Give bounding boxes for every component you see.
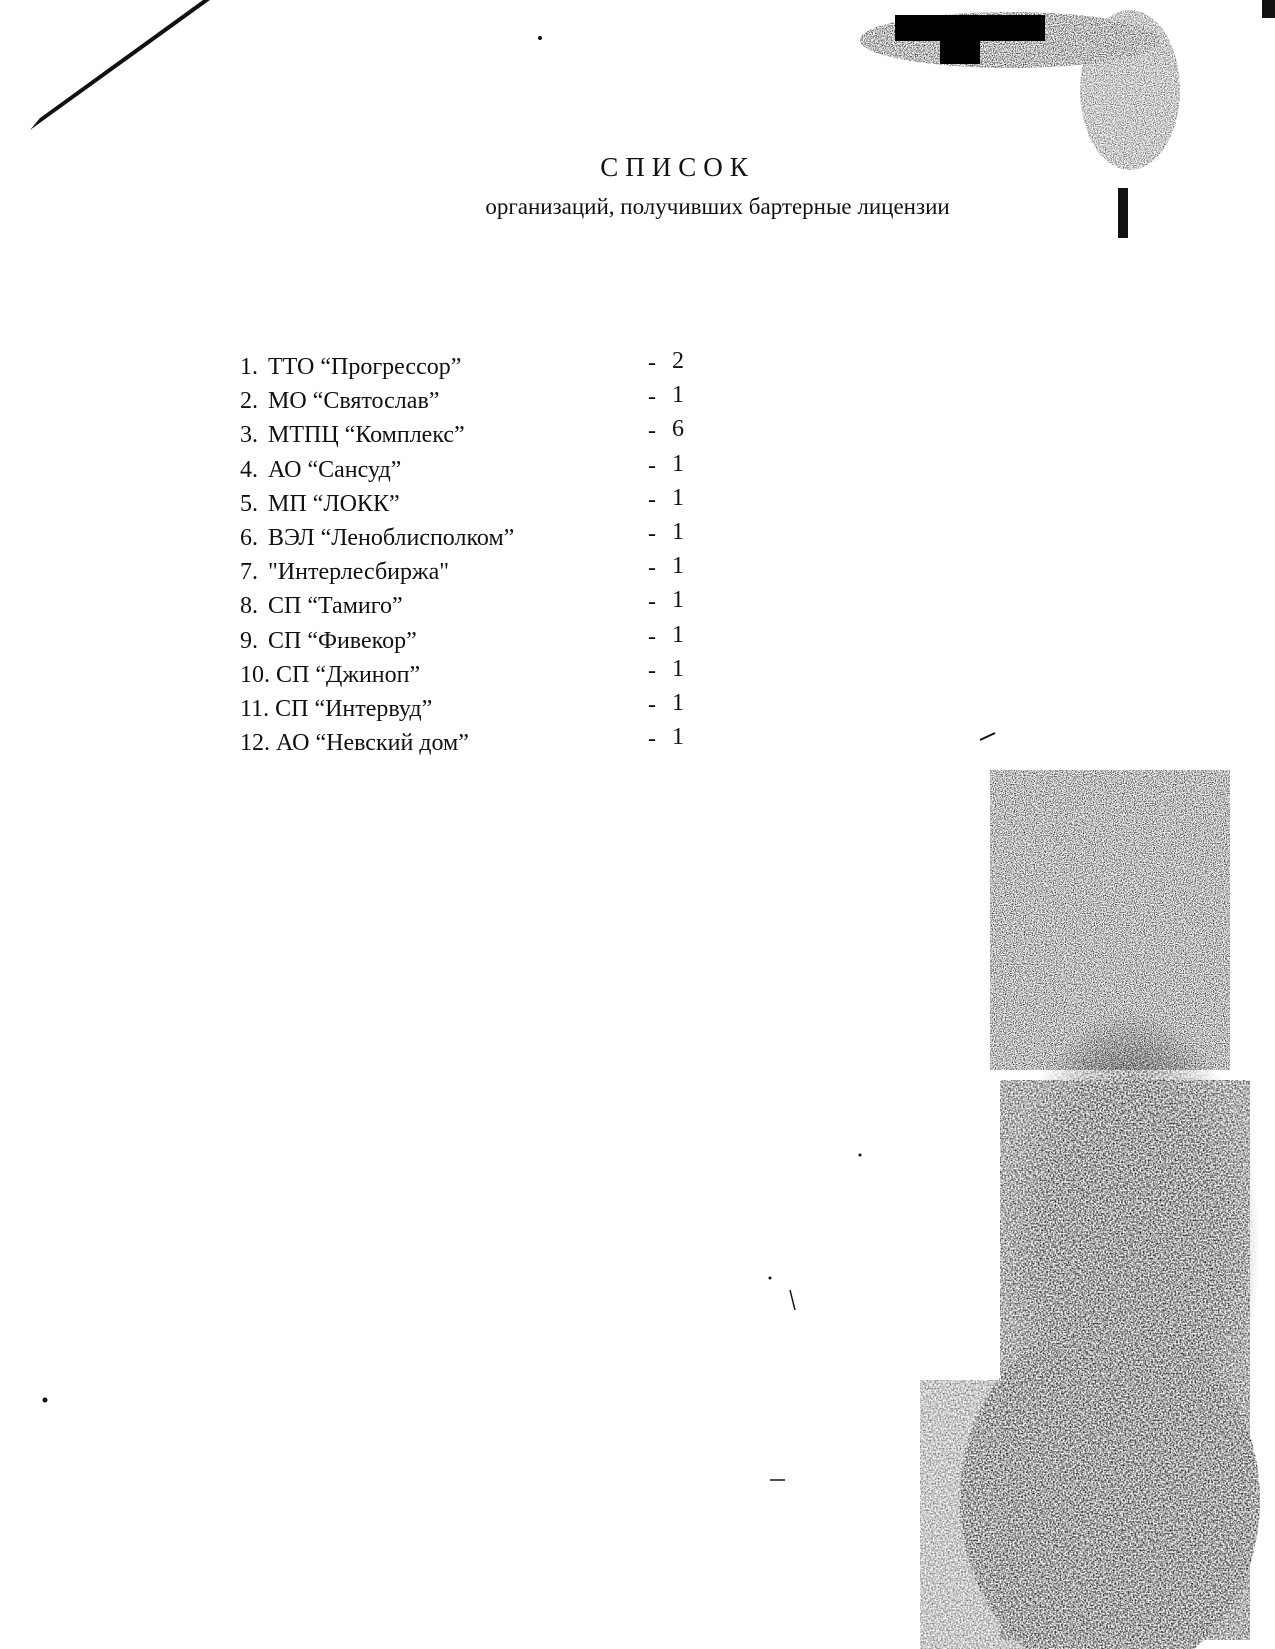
- license-count: 1: [672, 484, 684, 511]
- license-count: 1: [672, 689, 684, 716]
- license-count: 1: [672, 724, 684, 751]
- item-dash: -: [648, 486, 656, 513]
- list-item: [240, 724, 700, 762]
- list-item: [240, 348, 700, 386]
- item-number: 6.: [240, 524, 258, 551]
- item-number: 7.: [240, 559, 258, 586]
- item-number: 1.: [240, 354, 258, 380]
- license-count: 1: [672, 587, 684, 614]
- item-dash: -: [648, 691, 656, 718]
- license-count: 1: [672, 382, 684, 409]
- item-number: 3.: [240, 422, 258, 449]
- license-count: 2: [672, 348, 684, 374]
- list-item: [240, 484, 700, 523]
- organization-name: МТПЦ “Комплекс”: [268, 422, 465, 449]
- license-count: 1: [672, 655, 684, 682]
- list-item: [240, 518, 700, 557]
- license-count: 1: [672, 553, 684, 580]
- organization-name: СП “Фивекор”: [268, 627, 417, 654]
- item-dash: -: [648, 623, 656, 650]
- right-speckle: [990, 770, 1230, 1070]
- list-item: [240, 382, 700, 420]
- item-number: 8.: [240, 593, 258, 620]
- organization-name: СП “Джиноп”: [276, 661, 421, 688]
- item-dash: -: [648, 452, 656, 479]
- item-number: 2.: [240, 388, 258, 415]
- item-number: 11.: [240, 695, 270, 722]
- document-title: СПИСОК: [600, 152, 755, 182]
- license-count: 6: [672, 416, 684, 443]
- item-dash: -: [648, 520, 656, 547]
- organization-list: [240, 348, 700, 762]
- item-dash: -: [648, 350, 656, 376]
- license-count: 1: [672, 450, 684, 477]
- list-item: [240, 587, 700, 625]
- organization-name: АО “Сансуд”: [268, 456, 402, 483]
- organization-name: СП “Интервуд”: [275, 695, 433, 722]
- item-number: 10.: [240, 661, 270, 688]
- organization-name: СП “Тамиго”: [268, 593, 403, 620]
- item-dash: -: [648, 384, 656, 411]
- organization-name: МП “ЛОКК”: [268, 490, 400, 517]
- item-number: 12.: [240, 730, 270, 757]
- list-item: [240, 450, 700, 489]
- item-dash: -: [648, 589, 656, 616]
- item-dash: -: [648, 418, 656, 445]
- item-dash: -: [648, 657, 656, 684]
- top-right-dark-band: [895, 15, 1045, 41]
- corner-stroke: [30, 0, 210, 130]
- list-item: [240, 553, 700, 591]
- list-item: [240, 416, 700, 454]
- organization-name: ВЭЛ “Леноблисполком”: [268, 524, 515, 551]
- organization-name: МО “Святослав”: [268, 388, 440, 415]
- list-item: [240, 689, 700, 728]
- item-dash: -: [648, 726, 656, 753]
- item-number: 4.: [240, 456, 258, 483]
- document-subtitle: организаций, получивших бартерные лицензии: [485, 194, 950, 219]
- item-dash: -: [648, 555, 656, 582]
- lower-right-blot: [920, 1010, 1260, 1649]
- license-count: 1: [672, 518, 684, 545]
- item-number: 9.: [240, 627, 258, 654]
- license-count: 1: [672, 621, 684, 648]
- top-right-smudge: [860, 10, 1180, 170]
- organization-name: АО “Невский дом”: [276, 730, 469, 757]
- list-item: [240, 655, 700, 694]
- organization-name: "Интерлесбиржа": [268, 559, 450, 586]
- item-number: 5.: [240, 490, 258, 517]
- organization-name: ТТО “Прогрессор”: [268, 354, 462, 380]
- list-item: [240, 621, 700, 660]
